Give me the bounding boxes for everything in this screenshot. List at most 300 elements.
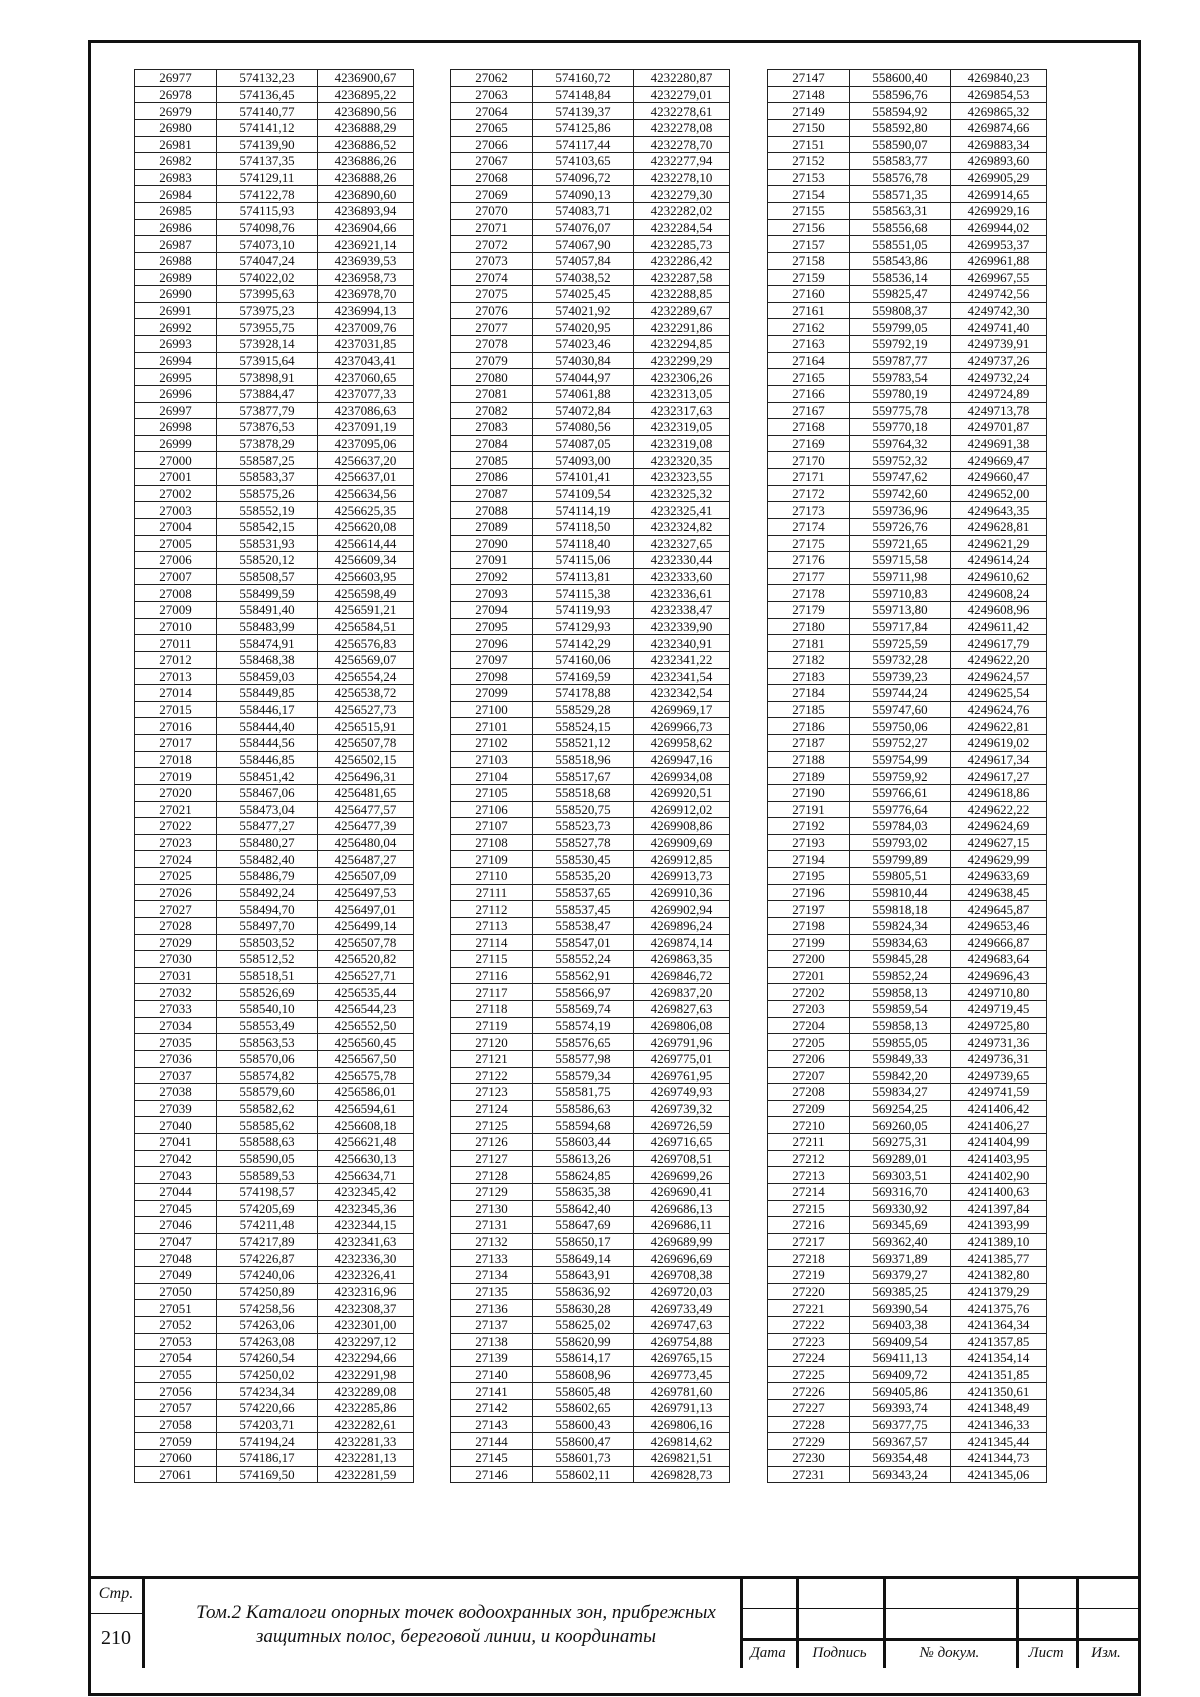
x-coordinate-cell: 574090,13 — [533, 186, 634, 203]
y-coordinate-cell: 4232301,00 — [318, 1316, 414, 1333]
y-coordinate-cell: 4236994,13 — [318, 302, 414, 319]
y-coordinate-cell: 4269690,41 — [634, 1183, 730, 1200]
y-coordinate-cell: 4232297,12 — [318, 1333, 414, 1350]
table-row — [451, 1233, 730, 1250]
y-coordinate-cell: 4232285,86 — [318, 1400, 414, 1417]
point-number-cell: 27198 — [768, 917, 850, 934]
title-block-divider — [740, 1638, 1141, 1641]
x-coordinate-cell: 574103,65 — [533, 153, 634, 170]
point-number-cell: 27122 — [451, 1067, 533, 1084]
x-coordinate-cell: 559834,27 — [850, 1084, 951, 1101]
point-number-cell: 27054 — [135, 1350, 217, 1367]
x-coordinate-cell: 574263,06 — [217, 1316, 318, 1333]
point-number-cell: 27215 — [768, 1200, 850, 1217]
x-coordinate-cell: 559810,44 — [850, 884, 951, 901]
point-number-cell: 27052 — [135, 1316, 217, 1333]
y-coordinate-cell: 4236900,67 — [318, 70, 414, 87]
x-coordinate-cell: 569362,40 — [850, 1233, 951, 1250]
point-number-cell: 27078 — [451, 336, 533, 353]
point-number-cell: 26978 — [135, 86, 217, 103]
point-number-cell: 27164 — [768, 352, 850, 369]
x-coordinate-cell: 574139,37 — [533, 103, 634, 120]
x-coordinate-cell: 558571,35 — [850, 186, 951, 203]
x-coordinate-cell: 574169,59 — [533, 668, 634, 685]
y-coordinate-cell: 4249624,76 — [951, 701, 1047, 718]
point-number-cell: 27061 — [135, 1466, 217, 1483]
point-number-cell: 27154 — [768, 186, 850, 203]
x-coordinate-cell: 574117,44 — [533, 136, 634, 153]
x-coordinate-cell: 558483,99 — [217, 618, 318, 635]
table-row — [135, 602, 414, 619]
point-number-cell: 27165 — [768, 369, 850, 386]
x-coordinate-cell: 558587,25 — [217, 452, 318, 469]
table-row — [768, 1400, 1047, 1417]
table-row — [135, 784, 414, 801]
point-number-cell: 27044 — [135, 1183, 217, 1200]
y-coordinate-cell: 4256507,78 — [318, 735, 414, 752]
point-number-cell: 27158 — [768, 252, 850, 269]
table-row — [135, 1134, 414, 1151]
y-coordinate-cell: 4269893,60 — [951, 153, 1047, 170]
point-number-cell: 27026 — [135, 884, 217, 901]
y-coordinate-cell: 4249618,86 — [951, 784, 1047, 801]
y-coordinate-cell: 4237095,06 — [318, 435, 414, 452]
y-coordinate-cell: 4249622,20 — [951, 651, 1047, 668]
table-row — [451, 1001, 730, 1018]
x-coordinate-cell: 574136,45 — [217, 86, 318, 103]
table-row — [768, 385, 1047, 402]
y-coordinate-cell: 4256499,14 — [318, 917, 414, 934]
table-row — [135, 352, 414, 369]
x-coordinate-cell: 574263,08 — [217, 1333, 318, 1350]
point-number-cell: 27167 — [768, 402, 850, 419]
point-number-cell: 27065 — [451, 119, 533, 136]
y-coordinate-cell: 4241354,14 — [951, 1350, 1047, 1367]
point-number-cell: 27023 — [135, 834, 217, 851]
table-row — [768, 203, 1047, 220]
y-coordinate-cell: 4269902,94 — [634, 901, 730, 918]
y-coordinate-cell: 4232338,47 — [634, 602, 730, 619]
y-coordinate-cell: 4249622,81 — [951, 718, 1047, 735]
table-row — [451, 851, 730, 868]
table-row — [135, 801, 414, 818]
y-coordinate-cell: 4236890,60 — [318, 186, 414, 203]
y-coordinate-cell: 4269781,60 — [634, 1383, 730, 1400]
y-coordinate-cell: 4241389,10 — [951, 1233, 1047, 1250]
point-number-cell: 27203 — [768, 1001, 850, 1018]
table-row — [135, 1017, 414, 1034]
x-coordinate-cell: 558589,53 — [217, 1167, 318, 1184]
point-number-cell: 27018 — [135, 751, 217, 768]
x-coordinate-cell: 574122,78 — [217, 186, 318, 203]
x-coordinate-cell: 558630,28 — [533, 1300, 634, 1317]
title-block-divider — [88, 1613, 142, 1614]
x-coordinate-cell: 558491,40 — [217, 602, 318, 619]
point-number-cell: 27113 — [451, 917, 533, 934]
table-row — [135, 751, 414, 768]
table-row — [135, 369, 414, 386]
y-coordinate-cell: 4232341,54 — [634, 668, 730, 685]
x-coordinate-cell: 558605,48 — [533, 1383, 634, 1400]
x-coordinate-cell: 569411,13 — [850, 1350, 951, 1367]
point-number-cell: 27103 — [451, 751, 533, 768]
y-coordinate-cell: 4232277,94 — [634, 153, 730, 170]
x-coordinate-cell: 558518,96 — [533, 751, 634, 768]
x-coordinate-cell: 558499,59 — [217, 585, 318, 602]
point-number-cell: 27046 — [135, 1217, 217, 1234]
table-row — [135, 1233, 414, 1250]
table-row — [451, 602, 730, 619]
y-coordinate-cell: 4232282,61 — [318, 1416, 414, 1433]
table-row — [135, 1167, 414, 1184]
point-number-cell: 27172 — [768, 485, 850, 502]
x-coordinate-cell: 558579,60 — [217, 1084, 318, 1101]
x-coordinate-cell: 573876,53 — [217, 419, 318, 436]
x-coordinate-cell: 574186,17 — [217, 1449, 318, 1466]
point-number-cell: 27076 — [451, 302, 533, 319]
y-coordinate-cell: 4232327,65 — [634, 535, 730, 552]
x-coordinate-cell: 558562,91 — [533, 967, 634, 984]
table-row — [451, 1433, 730, 1450]
x-coordinate-cell: 558577,98 — [533, 1050, 634, 1067]
x-coordinate-cell: 558576,65 — [533, 1034, 634, 1051]
point-number-cell: 27148 — [768, 86, 850, 103]
x-coordinate-cell: 558526,69 — [217, 984, 318, 1001]
table-row — [768, 635, 1047, 652]
y-coordinate-cell: 4256544,23 — [318, 1001, 414, 1018]
y-coordinate-cell: 4232289,67 — [634, 302, 730, 319]
y-coordinate-cell: 4269863,35 — [634, 951, 730, 968]
table-row — [768, 119, 1047, 136]
point-number-cell: 27001 — [135, 469, 217, 486]
table-row — [451, 1034, 730, 1051]
point-number-cell: 27092 — [451, 568, 533, 585]
y-coordinate-cell: 4232279,30 — [634, 186, 730, 203]
x-coordinate-cell: 559744,24 — [850, 685, 951, 702]
point-number-cell: 27075 — [451, 286, 533, 303]
y-coordinate-cell: 4236978,70 — [318, 286, 414, 303]
point-number-cell: 27200 — [768, 951, 850, 968]
point-number-cell: 27082 — [451, 402, 533, 419]
table-row — [451, 1250, 730, 1267]
point-number-cell: 27184 — [768, 685, 850, 702]
y-coordinate-cell: 4237091,19 — [318, 419, 414, 436]
y-coordinate-cell: 4269699,26 — [634, 1167, 730, 1184]
table-row — [768, 286, 1047, 303]
x-coordinate-cell: 558588,63 — [217, 1134, 318, 1151]
table-row — [768, 685, 1047, 702]
x-coordinate-cell: 574025,45 — [533, 286, 634, 303]
table-row — [135, 1416, 414, 1433]
table-row — [451, 901, 730, 918]
table-row — [451, 635, 730, 652]
table-row — [451, 884, 730, 901]
x-coordinate-cell: 574178,88 — [533, 685, 634, 702]
x-coordinate-cell: 559783,54 — [850, 369, 951, 386]
table-row — [768, 352, 1047, 369]
x-coordinate-cell: 558497,70 — [217, 917, 318, 934]
x-coordinate-cell: 558467,06 — [217, 784, 318, 801]
x-coordinate-cell: 569289,01 — [850, 1150, 951, 1167]
x-coordinate-cell: 559770,18 — [850, 419, 951, 436]
point-number-cell: 27169 — [768, 435, 850, 452]
table-row — [135, 435, 414, 452]
x-coordinate-cell: 558537,45 — [533, 901, 634, 918]
table-row — [451, 136, 730, 153]
table-row — [135, 1267, 414, 1284]
point-number-cell: 27160 — [768, 286, 850, 303]
x-coordinate-cell: 574137,35 — [217, 153, 318, 170]
x-coordinate-cell: 559766,61 — [850, 784, 951, 801]
table-row — [768, 801, 1047, 818]
point-number-cell: 27037 — [135, 1067, 217, 1084]
x-coordinate-cell: 569354,48 — [850, 1449, 951, 1466]
point-number-cell: 27007 — [135, 568, 217, 585]
y-coordinate-cell: 4256538,72 — [318, 685, 414, 702]
y-coordinate-cell: 4249739,65 — [951, 1067, 1047, 1084]
x-coordinate-cell: 573915,64 — [217, 352, 318, 369]
x-coordinate-cell: 574096,72 — [533, 169, 634, 186]
y-coordinate-cell: 4269806,08 — [634, 1017, 730, 1034]
table-row — [135, 735, 414, 752]
y-coordinate-cell: 4232281,59 — [318, 1466, 414, 1483]
x-coordinate-cell: 574087,05 — [533, 435, 634, 452]
x-coordinate-cell: 573928,14 — [217, 336, 318, 353]
x-coordinate-cell: 559736,96 — [850, 502, 951, 519]
x-coordinate-cell: 574076,07 — [533, 219, 634, 236]
table-row — [768, 1034, 1047, 1051]
x-coordinate-cell: 558477,27 — [217, 818, 318, 835]
x-coordinate-cell: 574240,06 — [217, 1267, 318, 1284]
table-row — [451, 701, 730, 718]
table-row — [135, 153, 414, 170]
y-coordinate-cell: 4269720,03 — [634, 1283, 730, 1300]
table-row — [135, 1366, 414, 1383]
point-number-cell: 27163 — [768, 336, 850, 353]
point-number-cell: 27217 — [768, 1233, 850, 1250]
point-number-cell: 27166 — [768, 385, 850, 402]
y-coordinate-cell: 4241364,34 — [951, 1316, 1047, 1333]
point-number-cell: 26988 — [135, 252, 217, 269]
x-coordinate-cell: 558444,56 — [217, 735, 318, 752]
table-row — [135, 1117, 414, 1134]
point-number-cell: 27070 — [451, 203, 533, 220]
point-number-cell: 27029 — [135, 934, 217, 951]
table-row — [768, 1233, 1047, 1250]
table-row — [768, 568, 1047, 585]
x-coordinate-cell: 569343,24 — [850, 1466, 951, 1483]
table-row — [135, 1150, 414, 1167]
point-number-cell: 27033 — [135, 1001, 217, 1018]
x-coordinate-cell: 569379,27 — [850, 1267, 951, 1284]
y-coordinate-cell: 4241404,99 — [951, 1134, 1047, 1151]
table-row — [451, 402, 730, 419]
x-coordinate-cell: 574118,50 — [533, 518, 634, 535]
table-row — [135, 1400, 414, 1417]
x-coordinate-cell: 558508,57 — [217, 568, 318, 585]
point-number-cell: 27081 — [451, 385, 533, 402]
table-row — [135, 169, 414, 186]
y-coordinate-cell: 4249739,91 — [951, 336, 1047, 353]
point-number-cell: 27034 — [135, 1017, 217, 1034]
point-number-cell: 27197 — [768, 901, 850, 918]
point-number-cell: 27017 — [135, 735, 217, 752]
y-coordinate-cell: 4256575,78 — [318, 1067, 414, 1084]
table-row — [451, 419, 730, 436]
point-number-cell: 27147 — [768, 70, 850, 87]
x-coordinate-cell: 558520,12 — [217, 552, 318, 569]
y-coordinate-cell: 4232345,42 — [318, 1183, 414, 1200]
y-coordinate-cell: 4249627,15 — [951, 834, 1047, 851]
x-coordinate-cell: 558647,69 — [533, 1217, 634, 1234]
table-row — [135, 1200, 414, 1217]
table-row — [768, 967, 1047, 984]
table-row — [135, 934, 414, 951]
table-row — [451, 203, 730, 220]
table-row — [135, 635, 414, 652]
point-number-cell: 27151 — [768, 136, 850, 153]
y-coordinate-cell: 4256591,21 — [318, 602, 414, 619]
x-coordinate-cell: 559715,58 — [850, 552, 951, 569]
x-coordinate-cell: 574250,02 — [217, 1366, 318, 1383]
point-number-cell: 27152 — [768, 153, 850, 170]
table-row — [451, 651, 730, 668]
table-row — [768, 1117, 1047, 1134]
point-number-cell: 27114 — [451, 934, 533, 951]
y-coordinate-cell: 4249614,24 — [951, 552, 1047, 569]
table-row — [768, 1350, 1047, 1367]
x-coordinate-cell: 574258,56 — [217, 1300, 318, 1317]
y-coordinate-cell: 4241393,99 — [951, 1217, 1047, 1234]
y-coordinate-cell: 4256527,73 — [318, 701, 414, 718]
table-row — [768, 868, 1047, 885]
table-row — [768, 136, 1047, 153]
point-number-cell: 27069 — [451, 186, 533, 203]
y-coordinate-cell: 4249653,46 — [951, 917, 1047, 934]
table-row — [768, 1067, 1047, 1084]
point-number-cell: 26997 — [135, 402, 217, 419]
y-coordinate-cell: 4232317,63 — [634, 402, 730, 419]
point-number-cell: 27149 — [768, 103, 850, 120]
point-number-cell: 27020 — [135, 784, 217, 801]
table-row — [451, 751, 730, 768]
table-row — [135, 1100, 414, 1117]
x-coordinate-cell: 558530,45 — [533, 851, 634, 868]
y-coordinate-cell: 4256496,31 — [318, 768, 414, 785]
x-coordinate-cell: 558603,44 — [533, 1134, 634, 1151]
y-coordinate-cell: 4241351,85 — [951, 1366, 1047, 1383]
x-coordinate-cell: 569385,25 — [850, 1283, 951, 1300]
y-coordinate-cell: 4232341,22 — [634, 651, 730, 668]
x-coordinate-cell: 558556,68 — [850, 219, 951, 236]
table-row — [451, 1117, 730, 1134]
point-number-cell: 27187 — [768, 735, 850, 752]
table-row — [768, 1466, 1047, 1483]
point-number-cell: 27207 — [768, 1067, 850, 1084]
x-coordinate-cell: 558444,40 — [217, 718, 318, 735]
x-coordinate-cell: 558480,27 — [217, 834, 318, 851]
x-coordinate-cell: 559750,06 — [850, 718, 951, 735]
table-row — [135, 685, 414, 702]
x-coordinate-cell: 574141,12 — [217, 119, 318, 136]
point-number-cell: 27186 — [768, 718, 850, 735]
x-coordinate-cell: 558602,65 — [533, 1400, 634, 1417]
y-coordinate-cell: 4256603,95 — [318, 568, 414, 585]
x-coordinate-cell: 558492,24 — [217, 884, 318, 901]
table-row — [451, 236, 730, 253]
y-coordinate-cell: 4269961,88 — [951, 252, 1047, 269]
point-number-cell: 27130 — [451, 1200, 533, 1217]
point-number-cell: 27095 — [451, 618, 533, 635]
table-row — [135, 552, 414, 569]
y-coordinate-cell: 4241357,85 — [951, 1333, 1047, 1350]
x-coordinate-cell: 559818,18 — [850, 901, 951, 918]
point-number-cell: 27222 — [768, 1316, 850, 1333]
point-number-cell: 27194 — [768, 851, 850, 868]
x-coordinate-cell: 573884,47 — [217, 385, 318, 402]
x-coordinate-cell: 573877,79 — [217, 402, 318, 419]
table-row — [135, 917, 414, 934]
y-coordinate-cell: 4249731,36 — [951, 1034, 1047, 1051]
y-coordinate-cell: 4269913,73 — [634, 868, 730, 885]
y-coordinate-cell: 4269686,13 — [634, 1200, 730, 1217]
point-number-cell: 26992 — [135, 319, 217, 336]
point-number-cell: 27178 — [768, 585, 850, 602]
x-coordinate-cell: 558649,14 — [533, 1250, 634, 1267]
table-row — [451, 1084, 730, 1101]
x-coordinate-cell: 558566,97 — [533, 984, 634, 1001]
table-row — [768, 369, 1047, 386]
table-row — [768, 103, 1047, 120]
y-coordinate-cell: 4249669,47 — [951, 452, 1047, 469]
table-row — [768, 1134, 1047, 1151]
x-coordinate-cell: 574047,24 — [217, 252, 318, 269]
y-coordinate-cell: 4232281,33 — [318, 1433, 414, 1450]
x-coordinate-cell: 558625,02 — [533, 1316, 634, 1333]
y-coordinate-cell: 4249742,56 — [951, 286, 1047, 303]
table-row — [768, 1383, 1047, 1400]
y-coordinate-cell: 4269874,14 — [634, 934, 730, 951]
x-coordinate-cell: 558542,15 — [217, 518, 318, 535]
x-coordinate-cell: 558503,52 — [217, 934, 318, 951]
point-number-cell: 27204 — [768, 1017, 850, 1034]
x-coordinate-cell: 569316,70 — [850, 1183, 951, 1200]
y-coordinate-cell: 4269814,62 — [634, 1433, 730, 1450]
point-number-cell: 27116 — [451, 967, 533, 984]
point-number-cell: 27155 — [768, 203, 850, 220]
x-coordinate-cell: 569254,25 — [850, 1100, 951, 1117]
table-row — [451, 169, 730, 186]
x-coordinate-cell: 558600,43 — [533, 1416, 634, 1433]
point-number-cell: 27050 — [135, 1283, 217, 1300]
table-row — [451, 668, 730, 685]
x-coordinate-cell: 574169,50 — [217, 1466, 318, 1483]
y-coordinate-cell: 4256527,71 — [318, 967, 414, 984]
y-coordinate-cell: 4232344,15 — [318, 1217, 414, 1234]
point-number-cell: 27209 — [768, 1100, 850, 1117]
y-coordinate-cell: 4256560,45 — [318, 1034, 414, 1051]
point-number-cell: 27045 — [135, 1200, 217, 1217]
table-row — [135, 119, 414, 136]
point-number-cell: 27131 — [451, 1217, 533, 1234]
x-coordinate-cell: 558535,20 — [533, 868, 634, 885]
table-row — [451, 518, 730, 535]
y-coordinate-cell: 4269969,17 — [634, 701, 730, 718]
x-coordinate-cell: 559792,19 — [850, 336, 951, 353]
point-number-cell: 27102 — [451, 735, 533, 752]
y-coordinate-cell: 4232282,02 — [634, 203, 730, 220]
x-coordinate-cell: 558586,63 — [533, 1100, 634, 1117]
